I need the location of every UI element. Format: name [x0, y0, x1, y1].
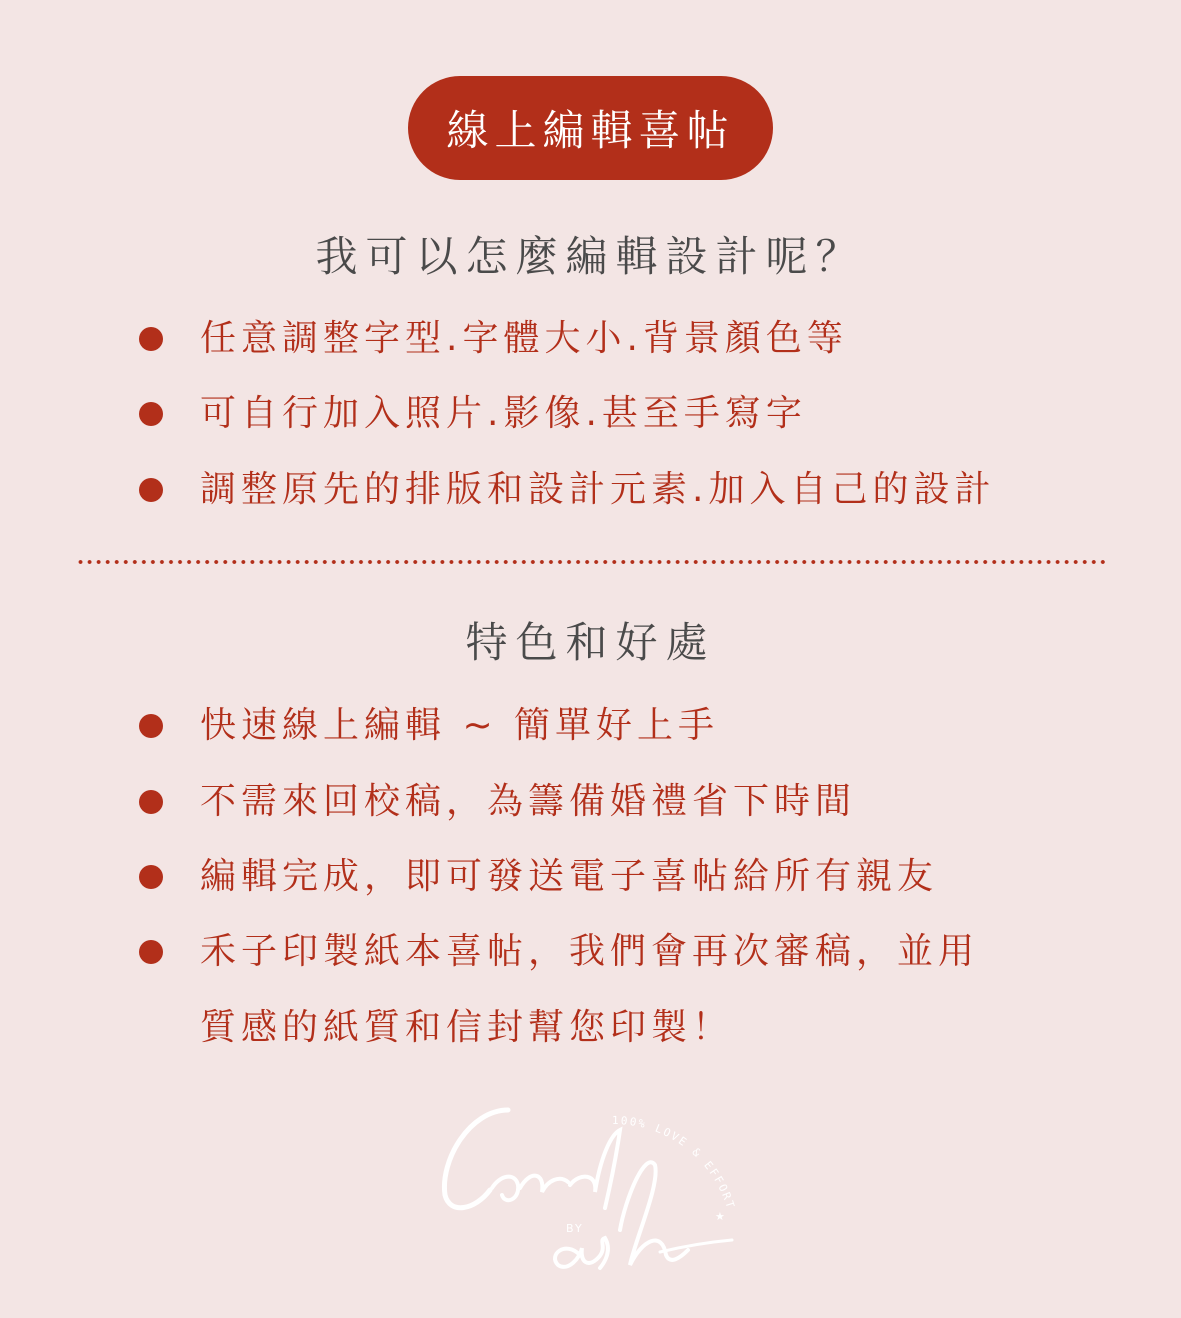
logo-by-text: BY	[566, 1222, 584, 1235]
list-item-text: 可自行加入照片.影像.甚至手寫字	[200, 393, 807, 434]
list-item-text-continued: 質感的紙質和信封幫您印製！	[200, 1007, 734, 1048]
star-icon: ★	[715, 1210, 725, 1223]
list-item-text: 調整原先的排版和設計元素.加入自己的設計	[200, 469, 996, 510]
bullet-icon	[139, 402, 163, 426]
page-title-badge	[408, 76, 773, 180]
bullet-icon	[139, 478, 163, 502]
bullet-icon	[139, 940, 163, 964]
list-item-text: 禾子印製紙本喜帖，我們會再次審稿，並用	[200, 931, 980, 972]
list-item-text: 不需來回校稿，為籌備婚禮省下時間	[200, 781, 857, 822]
list-item-text: 快速線上編輯 ~ 簡單好上手	[200, 705, 720, 746]
bullet-icon	[139, 790, 163, 814]
logo-ring-text: 100% LOVE & EFFORT	[611, 1113, 738, 1212]
page-title: 線上編輯喜帖	[446, 106, 735, 155]
section-heading-edit: 我可以怎麼編輯設計呢？	[315, 232, 866, 281]
bullet-icon	[139, 327, 163, 351]
list-item-text: 編輯完成，即可發送電子喜帖給所有親友	[200, 856, 939, 897]
dotted-divider	[76, 558, 1106, 566]
bullet-icon	[139, 865, 163, 889]
bullet-icon	[139, 714, 163, 738]
section-heading-benefits: 特色和好處	[465, 618, 716, 667]
list-item-text: 任意調整字型.字體大小.背景顏色等	[200, 318, 848, 359]
card-by-ash-logo	[430, 1090, 750, 1280]
